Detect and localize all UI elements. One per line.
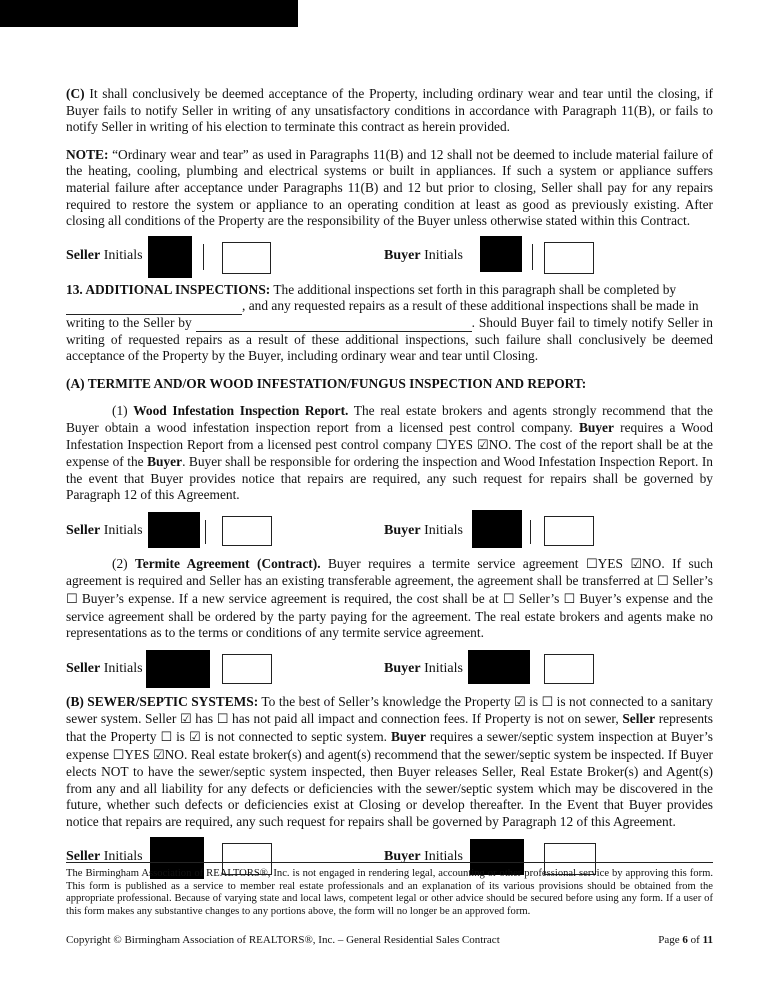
septic-inspection-no-checkbox[interactable]: ☑ <box>152 747 165 763</box>
paragraph-c <box>66 86 713 136</box>
seller-initials-label: Seller Initials <box>66 660 143 676</box>
contract-body <box>66 86 713 883</box>
seller-initials-tick <box>205 520 206 544</box>
wood-report-no-checkbox[interactable]: ☑ <box>476 437 489 453</box>
seller-initials-label: Seller Initials <box>66 522 143 538</box>
buyer-initials-redacted <box>472 510 522 548</box>
note-paragraph <box>66 147 713 230</box>
inspection-completion-date-field[interactable] <box>66 301 242 315</box>
initials-row-2 <box>66 510 713 552</box>
footer-divider <box>66 862 713 863</box>
section-b: (B) SEWER/SEPTIC SYSTEMS: To the best of Seller’s knowledge the Property ☑ is ☐ is not connected to a sanitary sewer system. Seller ☑ has ☐ has not paid all impact and connection fees. If Property is not on sewer, Seller represents that the Property ☐ is ☑ is not connected to septic system. Buyer requires a sewer/septic system inspection at Buyer’s expense ☐YES ☑NO. Real estate broker(s) and agent(s) recommend that the sewer/septic system be inspected. If Buyer elects NOT to have the sewer/septic system inspected, then Buyer releases Seller, Real Estate Broker(s) and Agent(s) from any and all liability for any defects or deficiencies with the sewer/septic system which may be discovered in the future, whether such defects or deficiencies exist at Closing or develop thereafter. In the Event that Buyer provides notice that repairs are required, any such request for repairs shall be governed by Paragraph 12 of this Agreement. <box>66 693 713 829</box>
page-number: Page 6 of 11 <box>658 934 713 946</box>
fees-has-not-checkbox[interactable]: ☐ <box>216 712 229 728</box>
note-label: NOTE: <box>66 146 109 162</box>
transfer-seller-checkbox[interactable]: ☐ <box>657 574 669 590</box>
seller-initials-label: Seller Initials <box>66 248 143 264</box>
seller-initials-box-2[interactable] <box>222 516 272 546</box>
seller-initials-redacted <box>146 650 210 688</box>
seller-initials-box-2[interactable] <box>222 242 271 274</box>
buyer-initials-box-2[interactable] <box>544 654 594 684</box>
buyer-initials-box-2[interactable] <box>544 242 594 274</box>
buyer-initials-redacted <box>480 236 522 272</box>
sewer-is-not-checkbox[interactable]: ☐ <box>541 694 554 710</box>
section-13-label: 13. ADDITIONAL INSPECTIONS: <box>66 281 271 297</box>
septic-is-checkbox[interactable]: ☐ <box>160 730 173 746</box>
footer-disclaimer: The Birmingham Association of REALTORS®, Inc. is not engaged in rendering legal, accounting or other professional service by approving this form. This form is published as a service to member real estate professionals and an explanation of its various provisions should be obtained from the appropriate professional. Because of varying state and local laws, competent legal or other advice should be secured before using any form. If a user of this form makes any substantive changes to any portions above, the form will no longer be an approved form. <box>66 868 713 917</box>
new-agreement-buyer-checkbox[interactable]: ☐ <box>563 592 576 608</box>
seller-initials-box-2[interactable] <box>222 654 272 684</box>
buyer-initials-tick <box>530 520 531 544</box>
paragraph-c-text: It shall conclusively be deemed acceptance of the Property, including ordinary wear and tear until the closing, if Buyer fails to notify Seller in writing of any unsatisfactory conditions in accordance with Paragraph 11(B), or fails to notify Seller in writing of his election to terminate this contract as herein provided. <box>66 86 713 135</box>
note-text: “Ordinary wear and tear” as used in Paragraphs 11(B) and 12 shall not be deemed to include material failure of the heating, cooling, plumbing and electrical systems or built in appliances. If such a system or appliance suffers material failure after acceptance under Paragraphs 11(B) and 12 but prior to closing, Seller shall pay for any repairs required to restore the system or appliance to an operating condition at least as good as previously existing. After closing all conditions of the Property are the responsibility of the Buyer unless otherwise stated within this Contract. <box>66 146 713 229</box>
septic-inspection-yes-checkbox[interactable]: ☐ <box>112 747 125 763</box>
seller-initials-label: Seller Initials <box>66 849 143 865</box>
section-b-label: (B) SEWER/SEPTIC SYSTEMS: <box>66 693 259 709</box>
initials-row-3 <box>66 648 713 690</box>
buyer-initials-label: Buyer Initials <box>384 522 463 538</box>
section-13: 13. ADDITIONAL INSPECTIONS: The additional inspections set forth in this paragraph shall be completed by , and any requested repairs as a result of these additional inspections shall be made in writing to the Seller by . Should Buyer fail to timely notify Seller in writing of requested repairs as a result of these additional inspections, such failure shall conclusively be deemed acceptance of the Property by the Buyer, including ordinary wear and tear until Closing. <box>66 281 713 364</box>
paragraph-c-label: (C) <box>66 86 85 101</box>
section-a-heading: (A) TERMITE AND/OR WOOD INFESTATION/FUNGUS INSPECTION AND REPORT: <box>66 375 587 391</box>
buyer-initials-label: Buyer Initials <box>384 248 463 264</box>
new-agreement-seller-checkbox[interactable]: ☐ <box>502 592 515 608</box>
buyer-initials-label: Buyer Initials <box>384 660 463 676</box>
fees-has-checkbox[interactable]: ☑ <box>179 712 192 728</box>
transfer-buyer-checkbox[interactable]: ☐ <box>66 592 78 608</box>
section-a-item-1: (1) Wood Infestation Inspection Report. The real estate brokers and agents strongly recommend that the Buyer obtain a wood infestation inspection report from a licensed pest control company. Buyer requires a Wood Infestation Inspection Report from a licensed pest control company ☐YES ☑NO. The cost of the report shall be at the expense of the Buyer. Buyer shall be responsible for ordering the inspection and Wood Infestation Inspection Report. In the event that Buyer provides notice that repairs are required, any such request for repairs shall be governed by Paragraph 12 of this Agreement. <box>66 403 714 503</box>
termite-no-checkbox[interactable]: ☑ <box>630 556 642 572</box>
section-a-item-2: (2) Termite Agreement (Contract). Buyer requires a termite service agreement ☐YES ☑NO. If such agreement is required and Seller has an existing transferable agreement, the agreement shall be transferred at ☐ Seller’s ☐ Buyer’s expense. If a new service agreement is required, the cost shall be at ☐ Seller’s ☐ Buyer’s expense and the service agreement shall be ordered by the party paying for the agreement. The real estate brokers and agents make no representations as to the terms or conditions of any termite service agreement. <box>66 555 714 641</box>
seller-initials-tick <box>203 244 204 270</box>
septic-is-not-checkbox[interactable]: ☑ <box>189 730 201 746</box>
redacted-header-block <box>0 0 298 27</box>
wood-report-yes-checkbox[interactable]: ☐ <box>436 437 448 453</box>
buyer-initials-redacted <box>468 650 530 684</box>
initials-row-1 <box>66 236 713 278</box>
repair-request-date-field[interactable] <box>196 318 472 332</box>
sewer-is-checkbox[interactable]: ☑ <box>514 694 526 710</box>
buyer-initials-tick <box>532 244 533 270</box>
buyer-initials-label: Buyer Initials <box>384 849 463 865</box>
termite-yes-checkbox[interactable]: ☐ <box>585 556 598 572</box>
seller-initials-redacted <box>148 512 200 548</box>
footer-copyright: Copyright © Birmingham Association of REALTORS®, Inc. – General Residential Sales Contract <box>66 934 500 946</box>
seller-initials-redacted <box>148 236 192 278</box>
buyer-initials-box-2[interactable] <box>544 516 594 546</box>
